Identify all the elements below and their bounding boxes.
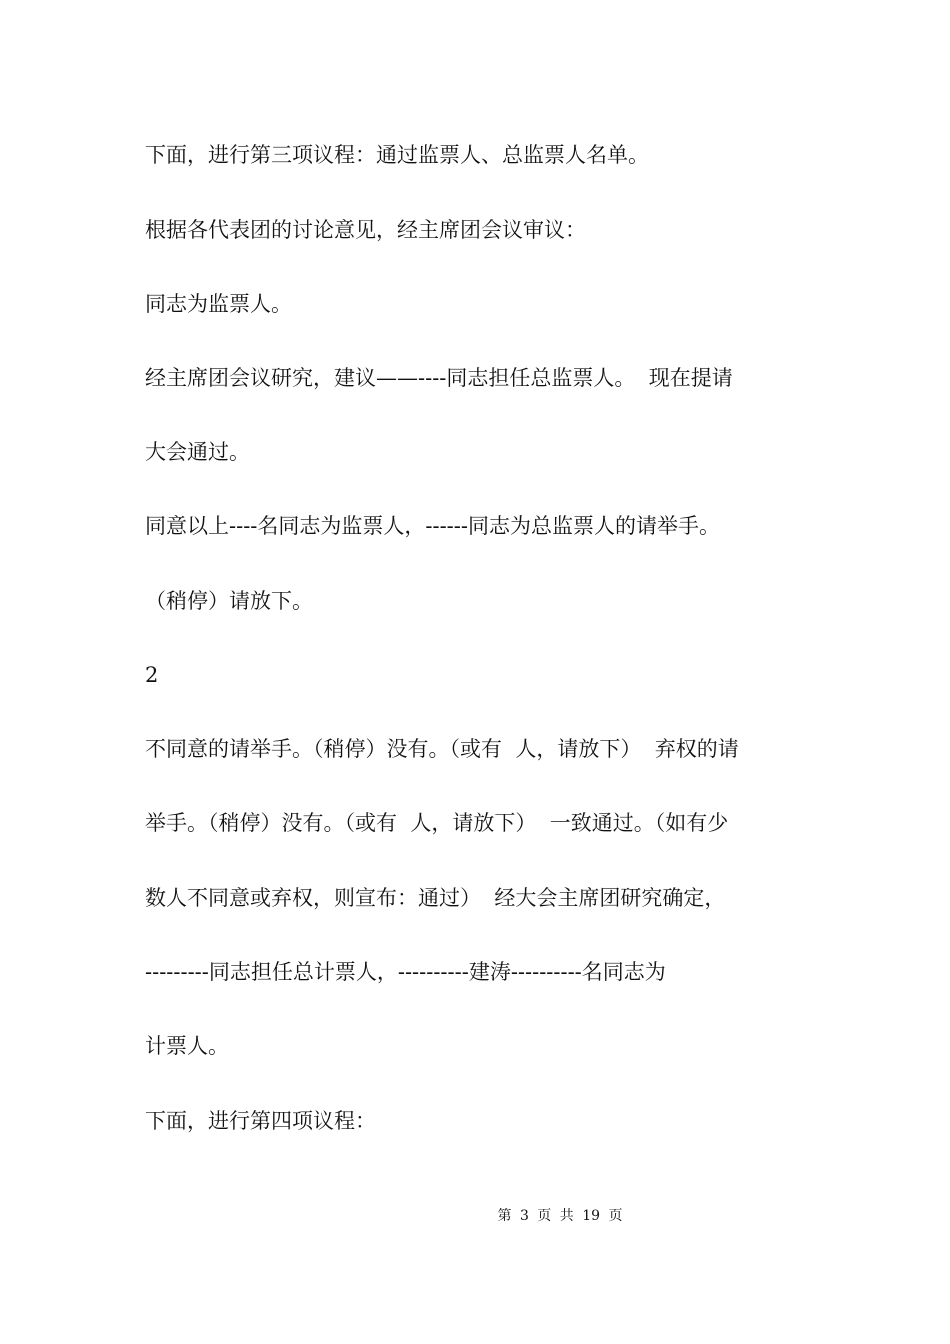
paragraph-line: 经主席团会议研究，建议——----同志担任总监票人。 现在提请 [145,366,733,390]
paragraph-line: ---------同志担任总计票人，----------建涛----------名同志为 [145,960,666,984]
paragraph-line: （稍停）请放下。 [145,589,313,613]
page-number-marker: 2 [145,663,159,687]
paragraph-line: 大会通过。 [145,440,250,464]
paragraph-line: 同意以上----名同志为监票人，------同志为总监票人的请举手。 [145,514,720,538]
page-footer: 第 3 页 共 19 页 [497,1208,623,1224]
paragraph-line: 下面，进行第三项议程：通过监票人、总监票人名单。 [145,143,649,167]
paragraph-line: 不同意的请举手。（稍停）没有。（或有 人，请放下） 弃权的请 [145,737,739,761]
paragraph-line: 同志为监票人。 [145,292,292,316]
paragraph-line: 下面，进行第四项议程： [145,1109,376,1133]
paragraph-line: 根据各代表团的讨论意见，经主席团会议审议： [145,218,586,242]
paragraph-line: 数人不同意或弃权，则宣布：通过） 经大会主席团研究确定， [145,886,726,910]
paragraph-line: 举手。（稍停）没有。（或有 人，请放下） 一致通过。（如有少 [145,811,729,835]
paragraph-line: 计票人。 [145,1034,229,1058]
